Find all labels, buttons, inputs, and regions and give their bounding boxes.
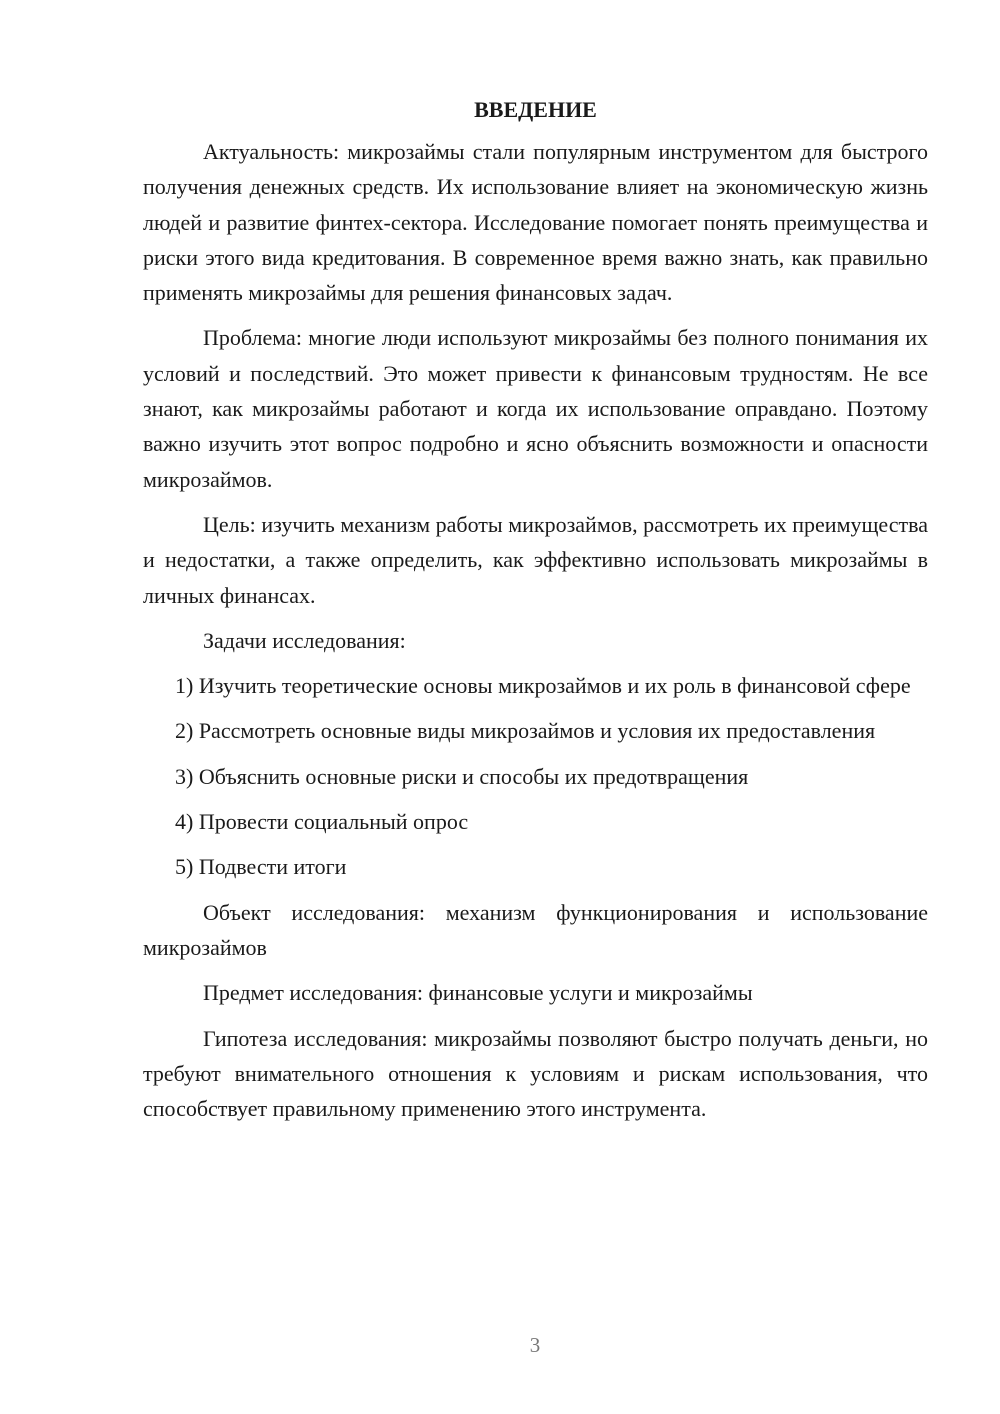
paragraph-goal: Цель: изучить механизм работы микрозаймов, рассмотреть их преимущества и недостатки, а также определить, как эффективно использовать микрозаймы в личных финансах. — [143, 511, 928, 608]
paragraph-relevance: Актуальность: микрозаймы стали популярным инструментом для быстрого получения денежных средств. Их использование влияет на экономическую жизнь людей и развитие финтех-сектора. Исследование помогает понять преимущества и риски этого вида кредитования. В современное время важно знать, как правильно применять микрозаймы для решения финансовых задач. — [143, 139, 928, 306]
task-item-2: 2) Рассмотреть основные виды микрозаймов и условия их предоставления — [175, 718, 876, 744]
section-title: ВВЕДЕНИЕ — [474, 97, 597, 122]
paragraph-hypothesis: Гипотеза исследования: микрозаймы позволяют быстро получать деньги, но требуют внимательного отношения к условиям и рискам использования, что способствует правильному применению этого инструмента. — [143, 1025, 928, 1122]
task-item-4: 4) Провести социальный опрос — [175, 809, 469, 835]
paragraph-problem: Проблема: многие люди используют микрозаймы без полного понимания их условий и последствий. Это может привести к финансовым трудностям. Не все знают, как микрозаймы работают и когда их использование оправдано. Поэтому важно изучить этот вопрос подробно и ясно объяснить возможности и опасности микрозаймов. — [143, 325, 928, 492]
paragraph-tasks-heading: Задачи исследования: — [203, 627, 406, 653]
document-page — [143, 94, 928, 1136]
paragraph-subject: Предмет исследования: финансовые услуги и микрозаймы — [203, 980, 753, 1006]
page-number: 3 — [529, 1333, 541, 1357]
task-item-5: 5) Подвести итоги — [175, 854, 347, 880]
paragraph-object: Объект исследования: механизм функционирования и использование микрозаймов — [143, 899, 928, 960]
task-item-3: 3) Объяснить основные риски и способы их предотвращения — [175, 763, 749, 789]
task-item-1: 1) Изучить теоретические основы микрозаймов и их роль в финансовой сфере — [175, 673, 911, 699]
